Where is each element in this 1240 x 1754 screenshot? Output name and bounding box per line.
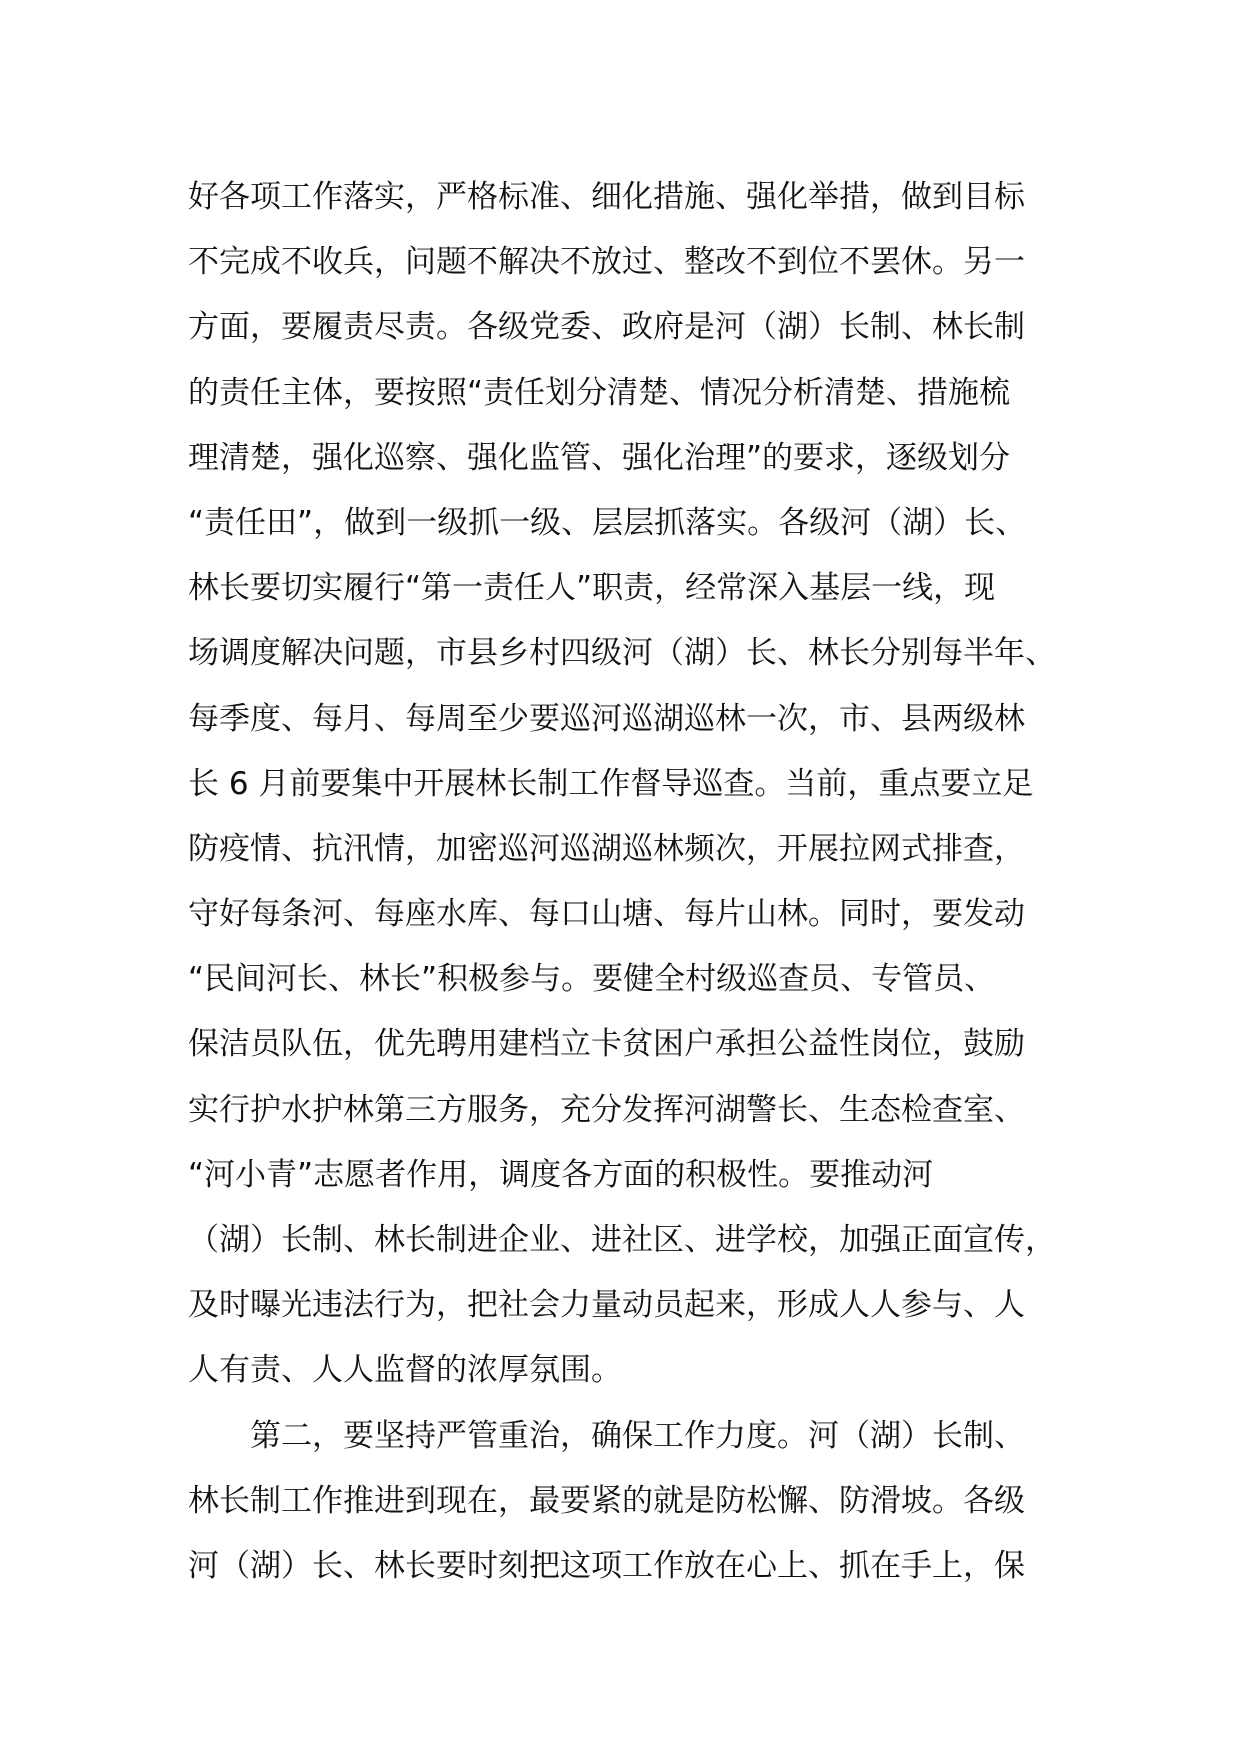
text-line: 林长要切实履行“第一责任人”职责，经常深入基层一线，现 <box>188 570 996 607</box>
text-line: 不完成不收兵，问题不解决不放过、整改不到位不罢休。另一 <box>188 244 1025 281</box>
body-text <box>188 165 1088 1599</box>
text-line: 守好每条河、每座水库、每口山塘、每片山林。同时，要发动 <box>188 896 1025 933</box>
text-line: 场调度解决问题，市县乡村四级河（湖）长、林长分别每半年、 <box>188 635 1056 672</box>
text-line: “民间河长、林长”积极参与。要健全村级巡查员、专管员、 <box>188 961 996 998</box>
text-line: 长 6 月前要集中开展林长制工作督导巡查。当前，重点要立足 <box>188 765 1034 802</box>
paragraph-start-line: 第二，要坚持严管重治，确保工作力度。河（湖）长制、 <box>250 1417 1025 1454</box>
text-line: 理清楚，强化巡察、强化监管、强化治理”的要求，逐级划分 <box>188 439 1011 476</box>
text-line: 人有责、人人监督的浓厚氛围。 <box>188 1352 622 1389</box>
text-line: 河（湖）长、林长要时刻把这项工作放在心上、抓在手上，保 <box>188 1547 1025 1584</box>
text-line: 防疫情、抗汛情，加密巡河巡湖巡林频次，开展拉网式排查， <box>188 830 1025 867</box>
text-line: 的责任主体，要按照“责任划分清楚、情况分析清楚、措施梳 <box>188 374 1011 411</box>
text-line: （湖）长制、林长制进企业、进社区、进学校，加强正面宣传， <box>188 1222 1056 1258</box>
text-line: 保洁员队伍，优先聘用建档立卡贫困户承担公益性岗位，鼓励 <box>188 1026 1025 1063</box>
text-line: “责任田”，做到一级抓一级、层层抓落实。各级河（湖）长、 <box>188 504 1027 541</box>
text-line: 及时曝光违法行为，把社会力量动员起来，形成人人参与、人 <box>188 1287 1025 1324</box>
text-line: 每季度、每月、每周至少要巡河巡湖巡林一次，市、县两级林 <box>188 700 1025 737</box>
text-line: “河小青”志愿者作用，调度各方面的积极性。要推动河 <box>188 1156 934 1193</box>
text-line: 方面，要履责尽责。各级党委、政府是河（湖）长制、林长制 <box>188 309 1025 346</box>
text-line: 实行护水护林第三方服务，充分发挥河湖警长、生态检查室、 <box>188 1091 1025 1128</box>
text-line: 林长制工作推进到现在，最要紧的就是防松懈、防滑坡。各级 <box>188 1482 1025 1519</box>
text-line: 好各项工作落实，严格标准、细化措施、强化举措，做到目标 <box>188 179 1025 215</box>
